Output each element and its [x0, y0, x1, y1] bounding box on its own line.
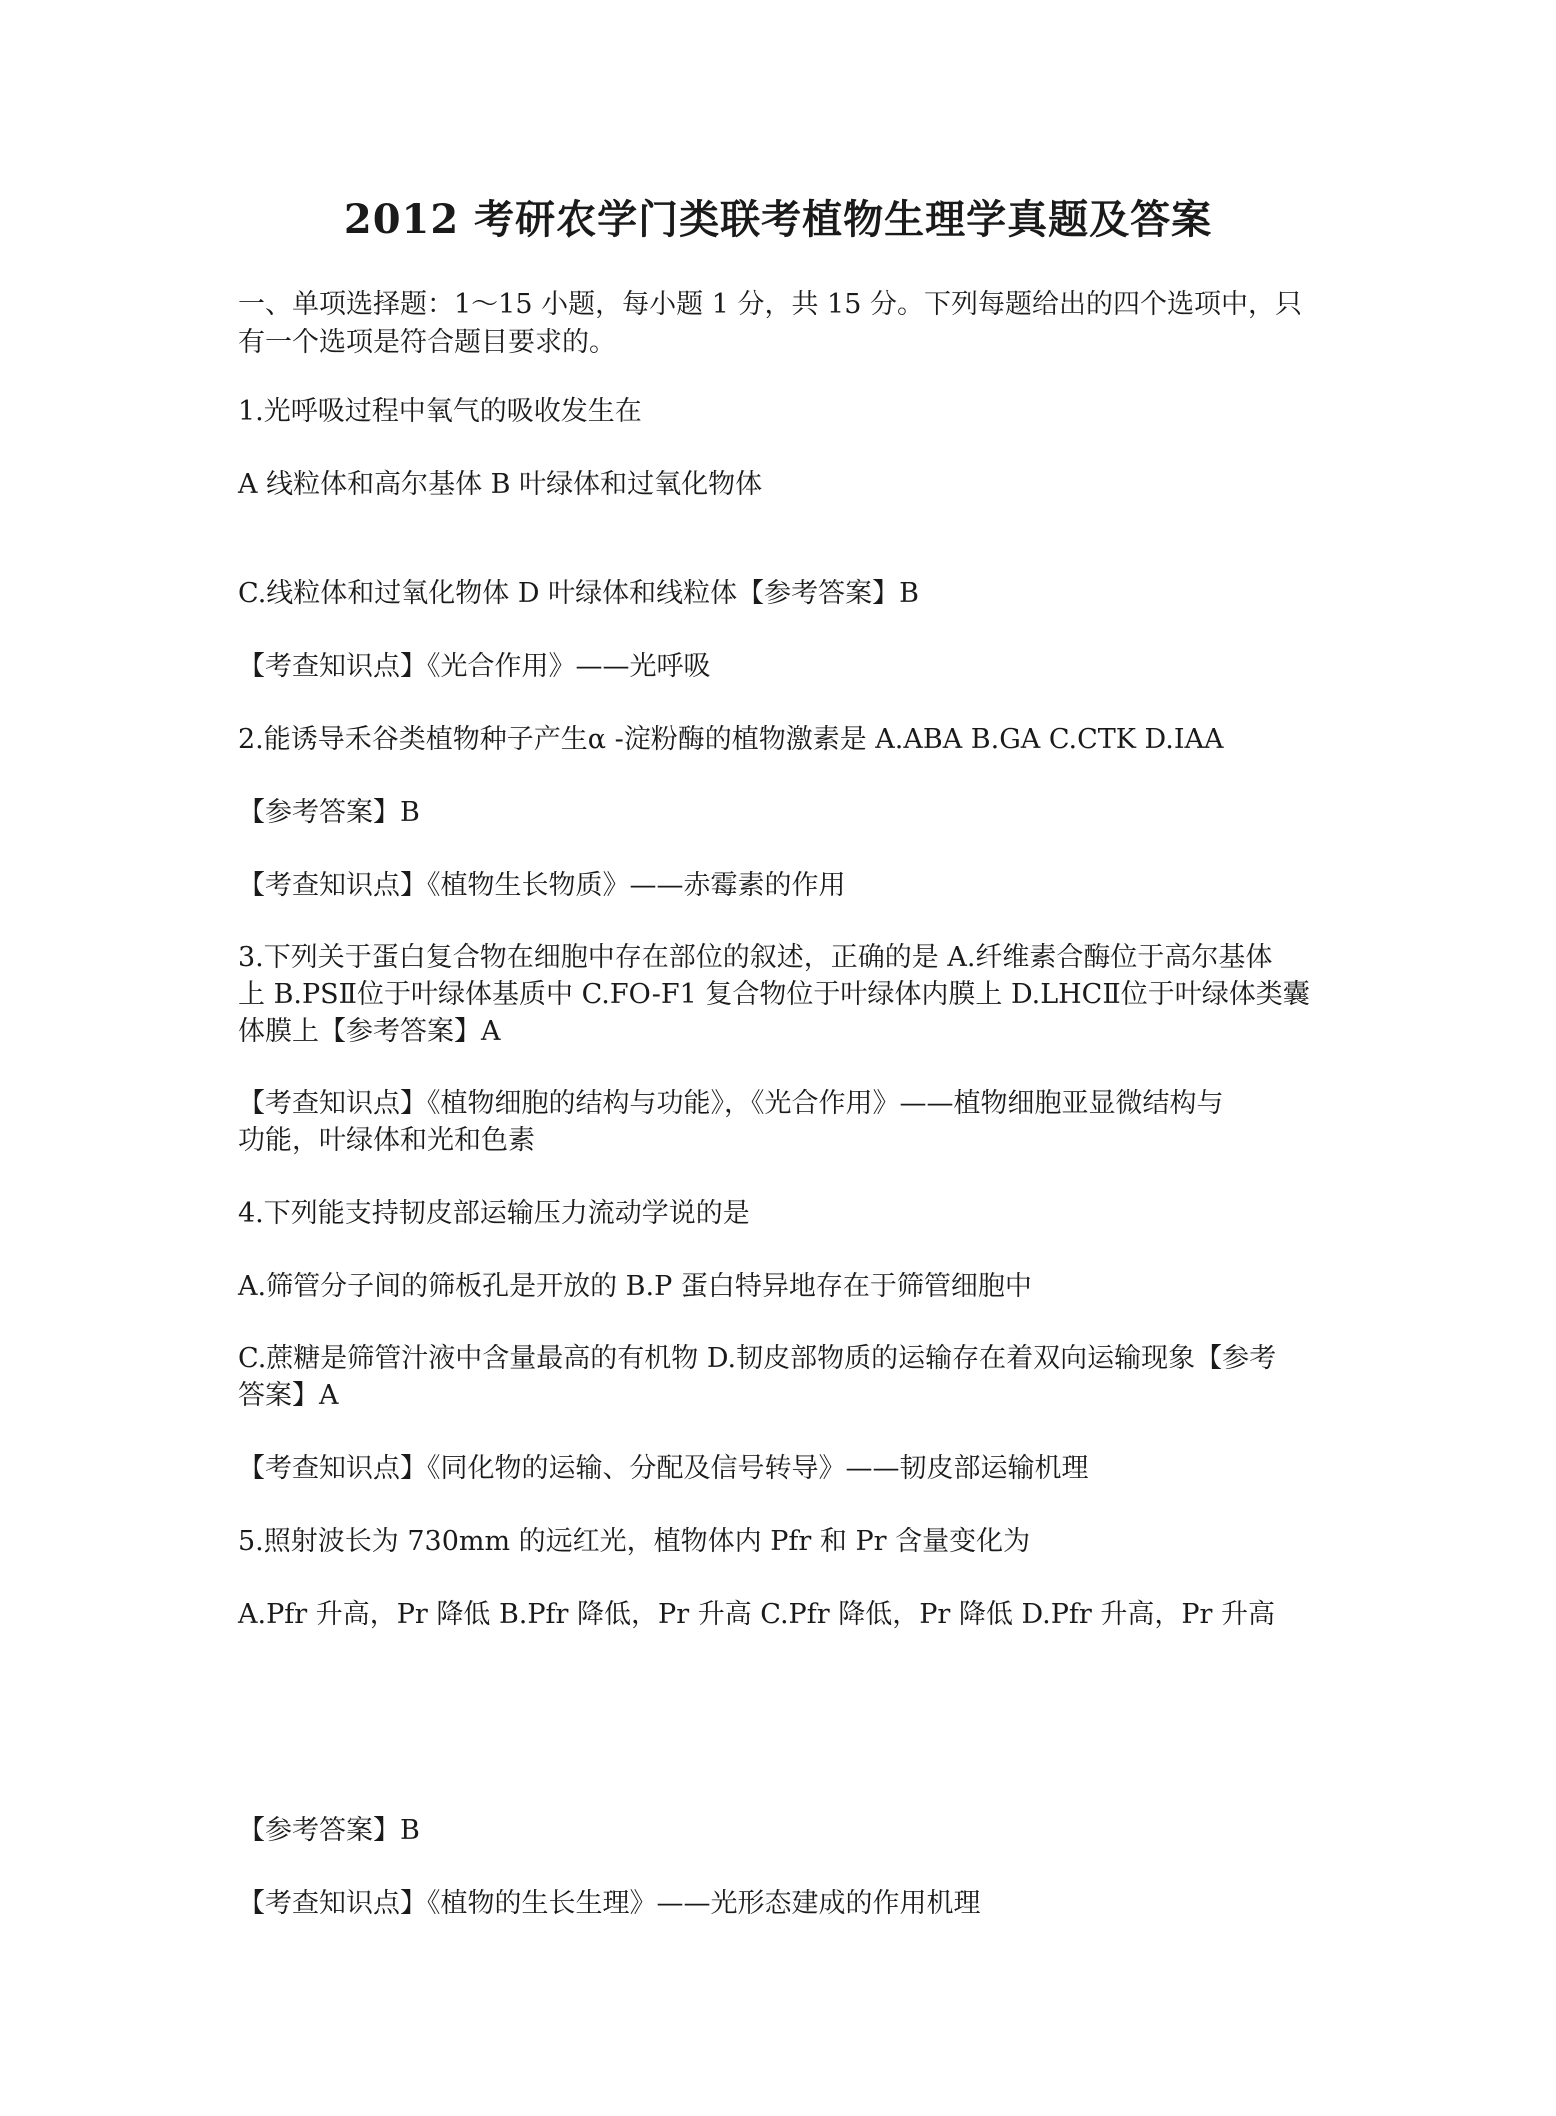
question-5-answer: 【参考答案】B [238, 1815, 420, 1846]
question-1-options-ab: A 线粒体和高尔基体 B 叶绿体和过氧化物体 [238, 469, 763, 500]
question-5-text: 5.照射波长为 730mm 的远红光，植物体内 Pfr 和 Pr 含量变化为 [238, 1526, 1031, 1557]
question-4-text: 4.下列能支持韧皮部运输压力流动学说的是 [238, 1198, 750, 1229]
section-intro-line-2: 有一个选项是符合题目要求的。 [238, 327, 616, 358]
question-4-options-ab: A.筛管分子间的筛板孔是开放的 B.P 蛋白特异地存在于筛管细胞中 [238, 1271, 1032, 1302]
question-3-line-1: 3.下列关于蛋白复合物在细胞中存在部位的叙述，正确的是 A.纤维素合酶位于高尔基体 [238, 942, 1273, 973]
question-4-knowledge: 【考查知识点】《同化物的运输、分配及信号转导》——韧皮部运输机理 [238, 1453, 1089, 1484]
question-2-answer: 【参考答案】B [238, 797, 420, 828]
section-intro-line-1: 一、单项选择题：1～15 小题，每小题 1 分，共 15 分。下列每题给出的四个选项中，只 [238, 289, 1302, 320]
question-2-text: 2.能诱导禾谷类植物种子产生α -淀粉酶的植物激素是 A.ABA B.GA C.CTK D.IAA [238, 724, 1224, 755]
question-4-options-cd-line-1: C.蔗糖是筛管汁液中含量最高的有机物 D.韧皮部物质的运输存在着双向运输现象【参考 [238, 1343, 1277, 1374]
question-4-options-cd-line-2: 答案】A [238, 1380, 339, 1411]
question-3-line-3: 体膜上【参考答案】A [238, 1016, 501, 1047]
question-5-knowledge: 【考查知识点】《植物的生长生理》——光形态建成的作用机理 [238, 1888, 981, 1919]
question-3-knowledge-line-1: 【考查知识点】《植物细胞的结构与功能》，《光合作用》——植物细胞亚显微结构与 [238, 1088, 1224, 1119]
page-title: 2012 考研农学门类联考植物生理学真题及答案 [343, 196, 1213, 243]
question-3-knowledge-line-2: 功能，叶绿体和光和色素 [238, 1125, 535, 1156]
question-1-text: 1.光呼吸过程中氧气的吸收发生在 [238, 396, 642, 427]
question-1-options-cd-answer: C.线粒体和过氧化物体 D 叶绿体和线粒体【参考答案】B [238, 578, 919, 609]
question-3-line-2: 上 B.PSⅡ位于叶绿体基质中 C.FO-F1 复合物位于叶绿体内膜上 D.LHCⅡ位于叶绿体类囊 [238, 979, 1310, 1010]
question-1-knowledge: 【考查知识点】《光合作用》——光呼吸 [238, 651, 711, 682]
question-5-options: A.Pfr 升高，Pr 降低 B.Pfr 降低，Pr 升高 C.Pfr 降低，Pr 降低 D.Pfr 升高，Pr 升高 [238, 1599, 1276, 1630]
question-2-knowledge: 【考查知识点】《植物生长物质》——赤霉素的作用 [238, 870, 846, 901]
